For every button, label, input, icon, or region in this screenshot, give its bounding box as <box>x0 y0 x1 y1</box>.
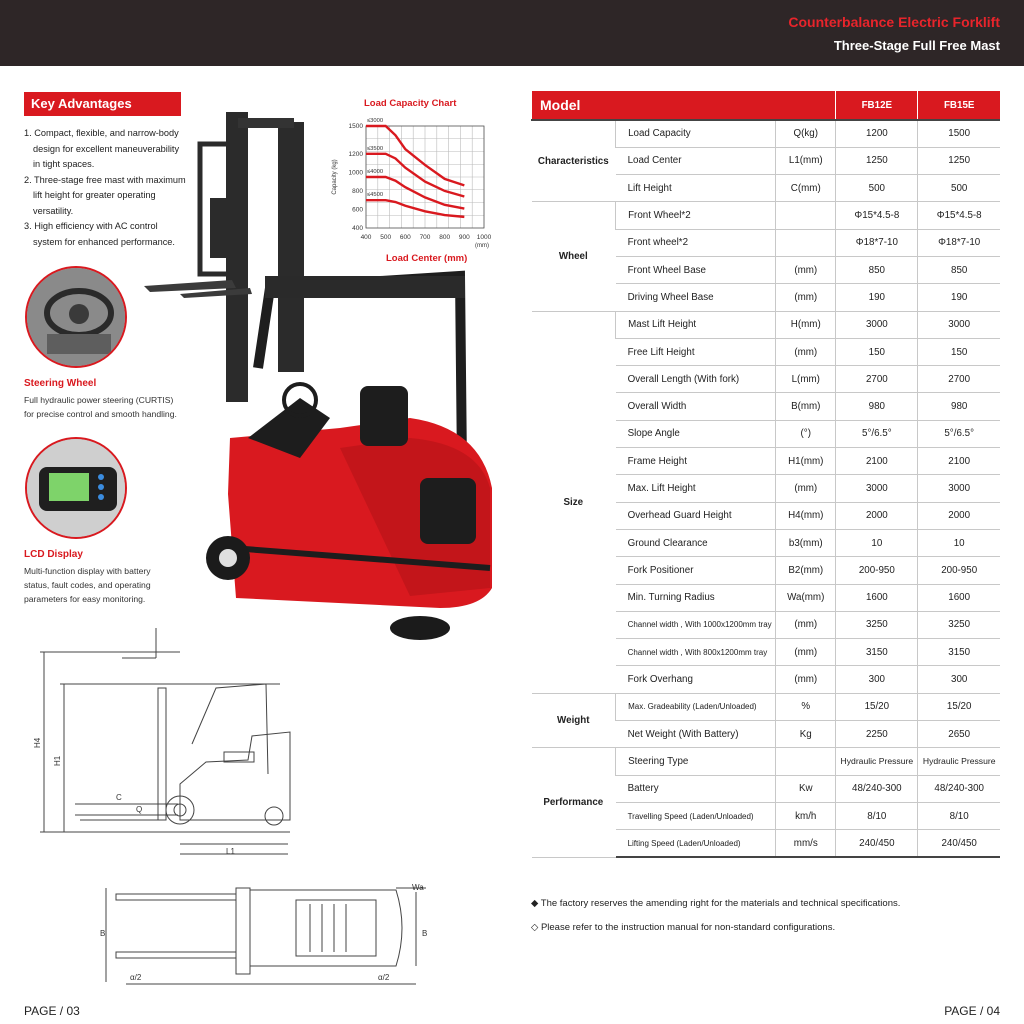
spec-value-fb12e: Φ18*7-10 <box>836 229 918 256</box>
spec-value-fb15e: 1600 <box>918 584 1000 611</box>
spec-value-fb12e: 3000 <box>836 311 918 338</box>
spec-unit: (mm) <box>776 284 836 311</box>
dim-l1: L1 <box>226 847 235 856</box>
chart-series-label: ≤3500 <box>367 145 384 152</box>
spec-item: Channel width , With 800x1200mm tray <box>616 639 776 666</box>
spec-unit <box>776 229 836 256</box>
spec-item: Load Capacity <box>616 120 776 147</box>
header-title: Counterbalance Electric Forklift <box>788 14 1000 30</box>
spec-value-fb12e: 2250 <box>836 721 918 748</box>
forklift-image <box>140 108 500 648</box>
spec-value-fb12e: 850 <box>836 256 918 283</box>
spec-unit: (mm) <box>776 256 836 283</box>
dim-q: Q <box>136 805 143 814</box>
spec-row <box>532 693 1001 720</box>
chart-x-tick: 400 <box>360 234 372 241</box>
dim-h1: H1 <box>53 755 62 766</box>
spec-item: Net Weight (With Battery) <box>616 721 776 748</box>
spec-value-fb15e: 500 <box>918 175 1000 202</box>
lcd-desc-line: Multi-function display with battery <box>24 566 151 576</box>
spec-unit: (mm) <box>776 666 836 693</box>
spec-value-fb12e: 10 <box>836 529 918 556</box>
spec-table <box>531 91 1000 858</box>
spec-item: Channel width , With 1000x1200mm tray <box>616 611 776 638</box>
lcd-desc-line: status, fault codes, and operating <box>24 580 151 590</box>
chart-series-label: ≤3000 <box>367 118 384 124</box>
spec-value-fb12e: 2700 <box>836 366 918 393</box>
spec-item: Frame Height <box>616 448 776 475</box>
spec-item: Front wheel*2 <box>616 229 776 256</box>
spec-item: Overhead Guard Height <box>616 502 776 529</box>
chart-x-unit: (mm) <box>475 243 489 249</box>
spec-unit: Wa(mm) <box>776 584 836 611</box>
spec-value-fb15e: 190 <box>918 284 1000 311</box>
chart-y-tick: 1000 <box>348 169 363 177</box>
spec-item: Mast Lift Height <box>616 311 776 338</box>
key-advantage-line: 2. Three-stage free mast with maximum <box>24 174 186 185</box>
steering-desc-line: for precise control and smooth handling. <box>24 409 177 419</box>
dim-half: α/2 <box>130 973 142 982</box>
spec-value-fb12e: 150 <box>836 338 918 365</box>
dim-b1: B <box>422 929 428 938</box>
side-view-drawing <box>30 624 330 864</box>
spec-group-label: Size <box>532 311 616 693</box>
spec-value-fb15e: 5°/6.5° <box>918 420 1000 447</box>
spec-item: Load Center <box>616 147 776 174</box>
spec-row <box>532 748 1001 775</box>
spec-row <box>532 120 1001 147</box>
spec-group-label: Wheel <box>532 202 616 311</box>
spec-value-fb15e: 1500 <box>918 120 1000 147</box>
spec-item: Max. Lift Height <box>616 475 776 502</box>
key-advantage-line: 1. Compact, flexible, and narrow-body <box>24 128 179 138</box>
spec-value-fb15e: 300 <box>918 666 1000 693</box>
spec-value-fb15e: 240/450 <box>918 830 1000 857</box>
spec-value-fb12e: 190 <box>836 284 918 311</box>
header-bar <box>0 0 1024 66</box>
spec-item: Fork Overhang <box>616 666 776 693</box>
spec-unit: b3(mm) <box>776 529 836 556</box>
spec-item: Battery <box>616 775 776 802</box>
spec-row <box>532 311 1001 338</box>
spec-group-label: Weight <box>532 693 616 748</box>
spec-value-fb15e: Hydraulic Pressure <box>918 748 1000 775</box>
spec-value-fb12e: 2100 <box>836 448 918 475</box>
spec-row <box>532 202 1001 229</box>
spec-item: Overall Length (With fork) <box>616 366 776 393</box>
spec-item: Steering Type <box>616 748 776 775</box>
spec-unit: L(mm) <box>776 366 836 393</box>
spec-item: Travelling Speed (Laden/Unloaded) <box>616 802 776 829</box>
spec-value-fb15e: 10 <box>918 529 1000 556</box>
key-advantage-line: lift height for greater operating <box>33 190 156 200</box>
spec-header-fb15e: FB15E <box>918 91 1000 120</box>
dim-h4: H4 <box>33 737 42 748</box>
spec-item: Max. Gradeability (Laden/Unloaded) <box>616 693 776 720</box>
spec-item: Lifting Speed (Laden/Unloaded) <box>616 830 776 857</box>
key-advantage-line: system for enhanced performance. <box>33 236 175 247</box>
spec-value-fb15e: 48/240-300 <box>918 775 1000 802</box>
spec-unit: C(mm) <box>776 175 836 202</box>
spec-value-fb12e: 200-950 <box>836 557 918 584</box>
spec-value-fb12e: 15/20 <box>836 693 918 720</box>
spec-unit <box>776 202 836 229</box>
spec-value-fb15e: 2100 <box>918 448 1000 475</box>
spec-value-fb15e: 3000 <box>918 311 1000 338</box>
top-view-drawing <box>96 880 436 992</box>
spec-value-fb15e: 2700 <box>918 366 1000 393</box>
chart-x-tick: 900 <box>458 234 470 241</box>
spec-group-label: Performance <box>532 748 616 857</box>
chart-y-tick: 800 <box>352 187 363 195</box>
chart-x-tick: 500 <box>380 234 392 241</box>
spec-unit: (mm) <box>776 338 836 365</box>
spec-item: Min. Turning Radius <box>616 584 776 611</box>
chart-y-tick: 400 <box>352 225 363 232</box>
spec-value-fb12e: Hydraulic Pressure <box>836 748 918 775</box>
spec-unit: mm/s <box>776 830 836 857</box>
spec-value-fb12e: 8/10 <box>836 802 918 829</box>
note-amending-right: ◆ The factory reserves the amending right for the materials and technical specifications. <box>531 898 901 909</box>
spec-unit: H1(mm) <box>776 448 836 475</box>
spec-group-label: Characteristics <box>532 120 616 202</box>
key-advantage-line: versatility. <box>33 205 74 216</box>
spec-item: Overall Width <box>616 393 776 420</box>
spec-value-fb15e: 3000 <box>918 475 1000 502</box>
lcd-display-image <box>25 437 127 539</box>
spec-item: Front Wheel Base <box>616 256 776 283</box>
steering-desc-line: Full hydraulic power steering (CURTIS) <box>24 395 174 405</box>
spec-value-fb12e: 3250 <box>836 611 918 638</box>
spec-value-fb15e: 1250 <box>918 147 1000 174</box>
spec-item: Free Lift Height <box>616 338 776 365</box>
spec-value-fb12e: 1600 <box>836 584 918 611</box>
spec-unit: B(mm) <box>776 393 836 420</box>
spec-value-fb12e: 48/240-300 <box>836 775 918 802</box>
spec-unit: (mm) <box>776 611 836 638</box>
spec-value-fb12e: 1200 <box>836 120 918 147</box>
dim-b: B <box>100 929 106 938</box>
page-number-left: PAGE / 03 <box>24 1004 80 1018</box>
spec-value-fb15e: 2000 <box>918 502 1000 529</box>
steering-wheel-image <box>25 266 127 368</box>
spec-item: Ground Clearance <box>616 529 776 556</box>
spec-value-fb15e: 850 <box>918 256 1000 283</box>
spec-value-fb12e: 3000 <box>836 475 918 502</box>
spec-value-fb15e: 980 <box>918 393 1000 420</box>
spec-value-fb15e: 3250 <box>918 611 1000 638</box>
spec-item: Driving Wheel Base <box>616 284 776 311</box>
spec-value-fb12e: 240/450 <box>836 830 918 857</box>
spec-unit: (mm) <box>776 475 836 502</box>
spec-value-fb15e: 200-950 <box>918 557 1000 584</box>
spec-value-fb12e: Φ15*4.5-8 <box>836 202 918 229</box>
chart-y-tick: 1200 <box>348 150 363 158</box>
spec-header-row <box>532 91 1001 120</box>
spec-value-fb15e: 8/10 <box>918 802 1000 829</box>
spec-unit: H(mm) <box>776 311 836 338</box>
chart-x-tick: 1000 <box>476 234 492 241</box>
chart-y-label: Capacity (kg) <box>332 159 338 195</box>
spec-item: Fork Positioner <box>616 557 776 584</box>
spec-unit: Kg <box>776 721 836 748</box>
lcd-desc-line: parameters for easy monitoring. <box>24 594 146 604</box>
chart-xlabel: Load Center (mm) <box>386 253 468 264</box>
key-advantage-line: design for excellent maneuverability <box>33 143 180 154</box>
spec-unit: % <box>776 693 836 720</box>
key-advantage-line: in tight spaces. <box>33 159 95 169</box>
page-number-right: PAGE / 04 <box>944 1004 1000 1018</box>
spec-value-fb15e: Φ15*4.5-8 <box>918 202 1000 229</box>
spec-unit: H4(mm) <box>776 502 836 529</box>
header-subtitle: Three-Stage Full Free Mast <box>833 38 1000 53</box>
lcd-display-title: LCD Display <box>24 549 83 560</box>
spec-value-fb15e: 15/20 <box>918 693 1000 720</box>
spec-unit: Q(kg) <box>776 120 836 147</box>
chart-x-tick: 800 <box>439 234 451 241</box>
spec-item: Front Wheel*2 <box>616 202 776 229</box>
spec-item: Lift Height <box>616 175 776 202</box>
spec-value-fb12e: 1250 <box>836 147 918 174</box>
spec-unit: Kw <box>776 775 836 802</box>
spec-value-fb15e: Φ18*7-10 <box>918 229 1000 256</box>
chart-series-label: ≤4500 <box>367 192 384 199</box>
dim-wa: Wa <box>412 883 424 892</box>
key-advantages-heading: Key Advantages <box>24 92 181 116</box>
note-instruction-manual: ◇ Please refer to the instruction manual for non-standard configurations. <box>531 922 836 933</box>
key-advantage-line: 3. High efficiency with AC control <box>24 221 158 231</box>
spec-unit: (mm) <box>776 639 836 666</box>
spec-header-model: Model <box>532 91 836 120</box>
spec-unit: (°) <box>776 420 836 447</box>
steering-wheel-title: Steering Wheel <box>24 378 97 389</box>
spec-item: Slope Angle <box>616 420 776 447</box>
dim-c: C <box>116 793 122 802</box>
spec-header-fb12e: FB12E <box>836 91 918 120</box>
spec-unit: B2(mm) <box>776 557 836 584</box>
spec-unit: km/h <box>776 802 836 829</box>
spec-value-fb12e: 3150 <box>836 639 918 666</box>
spec-value-fb12e: 980 <box>836 393 918 420</box>
dim-half2: α/2 <box>378 973 390 982</box>
chart-x-tick: 700 <box>419 234 431 241</box>
spec-value-fb12e: 300 <box>836 666 918 693</box>
chart-y-tick: 600 <box>352 206 363 214</box>
spec-value-fb12e: 5°/6.5° <box>836 420 918 447</box>
chart-title: Load Capacity Chart <box>364 98 457 109</box>
spec-value-fb15e: 3150 <box>918 639 1000 666</box>
spec-unit: L1(mm) <box>776 147 836 174</box>
spec-value-fb12e: 2000 <box>836 502 918 529</box>
chart-series-label: ≤4000 <box>367 169 384 175</box>
chart-y-tick: 1500 <box>348 123 363 130</box>
spec-value-fb12e: 500 <box>836 175 918 202</box>
chart-x-tick: 600 <box>399 234 411 241</box>
spec-value-fb15e: 2650 <box>918 721 1000 748</box>
spec-value-fb15e: 150 <box>918 338 1000 365</box>
spec-unit <box>776 748 836 775</box>
